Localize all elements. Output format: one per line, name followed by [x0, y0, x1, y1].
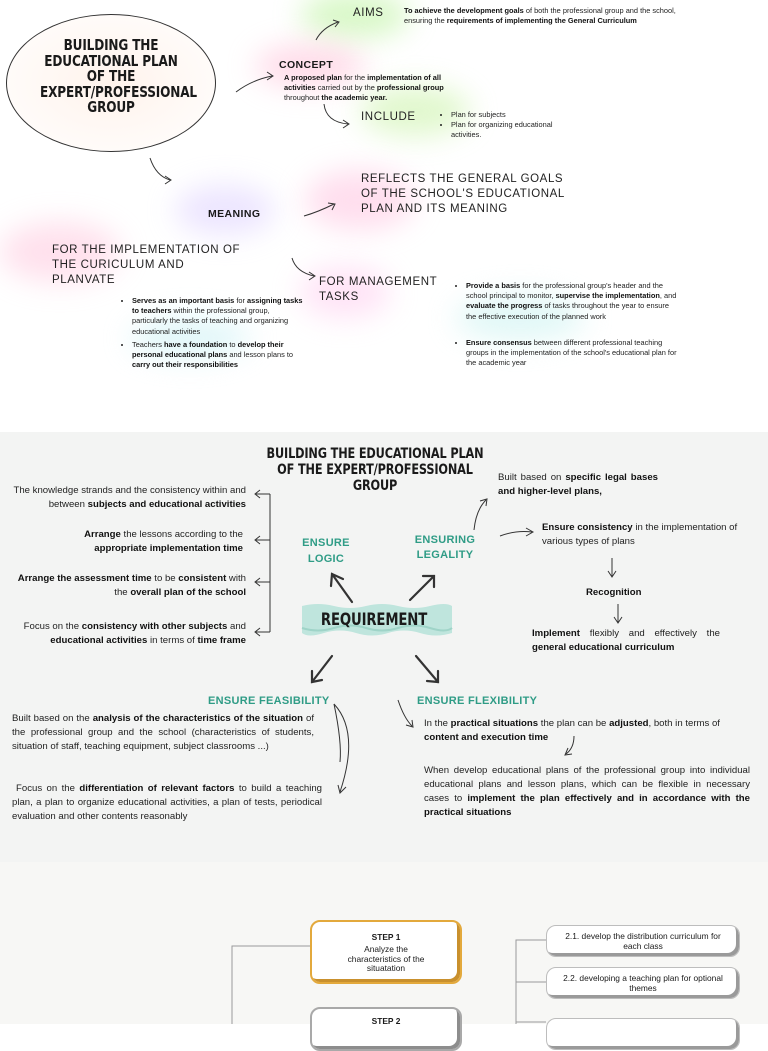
step-2-box[interactable] [310, 1007, 462, 1051]
implementation-label: FOR THE IMPLEMENTATION OF THE CURICULUM AND PLANVATE [52, 244, 241, 286]
legality-item-2: Ensure consistency in the implementation of various types of plans [542, 522, 738, 547]
management-label: FOR MANAGEMENT TASKS [319, 276, 438, 303]
ensure-feasibility-label: ENSURE FEASIBILITY [208, 695, 330, 707]
implementation-bullet: • Serves as an important basis for assigning tasks to teachers within the professional group, particularly the tasks of teaching and organizing educational activities [132, 296, 304, 337]
ensure-logic-label: ENSURE LOGIC [302, 537, 350, 565]
substep-2-1-text: 2.1. develop the distribution curriculum for each class [565, 931, 721, 951]
requirement-label: REQUIREMENT [320, 610, 428, 630]
substep-2-3-box[interactable] [546, 1018, 740, 1050]
management-bullet: • Ensure consensus between different professional teaching groups in the implementation of the school's educational plan for the academic year [466, 338, 680, 369]
step-2-label: STEP 2 [371, 1016, 401, 1026]
flexibility-item-1: In the practical situations the plan can be adjusted, both in terms of content and execution time [424, 718, 720, 743]
meaning-label: MEANING [208, 208, 261, 220]
include-item: • Plan for subjects [451, 110, 581, 120]
legality-item-1: Built based on specific legal bases and higher-level plans, [498, 472, 658, 497]
concept-label: CONCEPT [279, 59, 334, 71]
implementation-bullets [121, 296, 304, 370]
ensuring-legality-label: ENSURING LEGALITY [414, 534, 476, 561]
legality-item-3: Implement flexibly and effectively the general educational curriculum [532, 628, 720, 653]
implementation-bullet: • Teachers have a foundation to develop their personal educational plans and lesson plans to carry out their responsibilities [132, 340, 304, 371]
step-1-text: Analyze the characteristics of the situatation [347, 943, 425, 974]
management-bullets [455, 281, 680, 368]
ensure-flexibility-label: ENSURE FLEXIBILITY [417, 695, 538, 707]
flexibility-item-2: When develop educational plans of the professional group into individual educational plans and lesson plans, which can be flexible in necessary cases to implement the plan effectively and in accordance with the practical situations [424, 765, 750, 818]
step-1-label: STEP 1 [371, 932, 401, 942]
substep-2-1-box[interactable] [546, 925, 740, 957]
section1-title: BUILDING THE EDUCATIONAL PLAN OF THE EXPERT/PROFESSIONAL GROUP [40, 36, 197, 116]
recognition-label: Recognition [586, 587, 642, 598]
section2-title: BUILDING THE EDUCATIONAL PLAN OF THE EXPERT/PROFESSIONAL GROUP [266, 446, 484, 494]
substep-2-2-text: 2.2. developing a teaching plan for optional themes [563, 973, 723, 993]
step-1-box[interactable] [310, 920, 462, 984]
logic-item-2: Arrange the lessons according to the appropriate implementation time [84, 529, 243, 554]
aims-text: To achieve the development goals of both the professional group and the school, ensuring the requirements of implementing the General Curriculum [404, 6, 676, 26]
include-list [440, 110, 581, 141]
reflects-text: REFLECTS THE GENERAL GOALS OF THE SCHOOL'S EDUCATIONAL PLAN AND ITS MEANING [361, 173, 565, 215]
substep-2-2-box[interactable] [546, 967, 740, 999]
feasibility-item-1: Built based on the analysis of the characteristics of the situation of the professional group and the school (characteristics of students, situation of staff, teaching equipment, subject classrooms ...) [12, 713, 314, 752]
logic-item-4: Focus on the consistency with other subjects and educational activities in terms of time frame [23, 621, 246, 646]
logic-item-3: Arrange the assessment time to be consistent with the overall plan of the school [17, 573, 246, 598]
logic-item-1: The knowledge strands and the consistency within and between subjects and educational activities [13, 485, 246, 510]
include-label: INCLUDE [361, 111, 416, 123]
include-item: • Plan for organizing educational activities. [451, 120, 581, 140]
feasibility-item-2: Focus on the differentiation of relevant factors to build a teaching plan, a plan to organize educational activities, a plan of tests, periodical evaluation and other contents reasonably [12, 783, 322, 822]
management-bullet: • Provide a basis for the professional group's header and the school principal to monitor, supervise the implementation, and evaluate the progress of tasks throughout the year to ensure the effective execution of the planned work [466, 281, 680, 322]
aims-label: AIMS [353, 7, 384, 19]
concept-text: A proposed plan for the implementation of all activities carried out by the professional group throughout the academic year. [284, 73, 444, 103]
